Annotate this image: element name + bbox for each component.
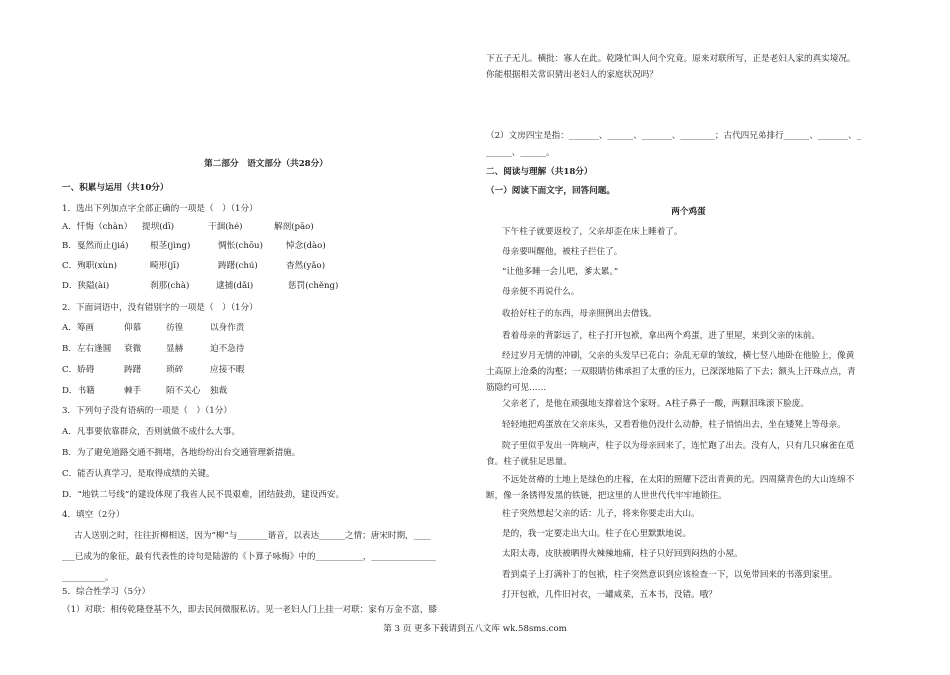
passage-paragraph: “让他多睡一会儿吧，爹太累。” (502, 267, 619, 277)
passage-paragraph: 断，像一条锈得发黑的铁链，把这里的人世世代代牢牢地锁住。 (486, 491, 727, 501)
passage-paragraph: 院子里似乎发出一阵响声，柱子以为母亲回来了，连忙跑了出去。没有人，只有几只麻雀在觅 (502, 441, 855, 451)
passage-paragraph: 经过岁月无情的冲刷，父亲的头发早已花白；杂乱无章的皱纹，横七竖八地卧在他脸上，像黄 (502, 351, 855, 361)
q3-option-b: B．为了避免道路交通不拥堵，各地纷纷出台交通管理新措施。 (62, 448, 301, 458)
page-footer: 第 3 页 更多下载请到五八文库 wk.58sms.com (383, 624, 567, 634)
part-title: 第二部分 语文部分（共28分） (204, 159, 328, 169)
q4-line-1: 古人送别之时，往往折柳相送，因为“柳”与_______谐音，以表达______之情；唐宋时期，____ (74, 531, 431, 541)
passage-paragraph: 打开包袱，几件旧衬衣，一罐咸菜，五本书，没错。哦？ (502, 590, 717, 600)
passage-paragraph: 轻轻地把鸡蛋放在父亲床头，又看看他仍没什么动静，柱子悄悄出去，坐在矮凳上等母亲。 (502, 420, 846, 430)
q1-option-b: B．戛然而止(jiá) 根茎(jìng) 惆怅(chōu) 悼念(dào) (62, 241, 326, 251)
passage-paragraph: 土高原上沧桑的沟壑；一双眼睛仿佛承担了太重的压力，已深深地陷了下去；额头上汗珠点点，青 (486, 367, 856, 377)
continued-line-1: 下五子无儿。横批：寡人在此。乾隆忙叫人问个究竟。原来对联所写，正是老妇人家的真实境况。 (486, 54, 856, 64)
question-2: 2．下面词语中，没有错别字的一项是（ ）（1分） (62, 303, 258, 313)
q1-option-c: C．殉职(xùn) 畸形(jī) 踌躇(chú) 杳然(yǎo) (62, 261, 326, 271)
q2-option-d: D．书籍 棘手 陌不关心 独裁 (62, 386, 228, 396)
q2-option-c: C．娇碍 踌躇 琐碎 应接不暇 (62, 365, 245, 375)
passage-paragraph: 看着母亲的背影远了，柱子打开包袱，拿出两个鸡蛋，进了里屋，来到父亲的床前。 (502, 331, 820, 341)
passage-title: 两个鸡蛋 (671, 207, 706, 217)
section-1-title: 一、积累与运用（共10分） (62, 183, 169, 193)
passage-paragraph: 筋隐约可见…… (486, 383, 547, 393)
q1-option-a: A．忏悔（chàn） 提坝(dī) 干涸(hé) 解剖(pāo) (62, 222, 314, 232)
q2-option-a: A．筹画 仰慕 彷徨 以身作责 (62, 323, 245, 333)
q3-option-a: A．凡事要依靠群众，否则就做不成什么大事。 (62, 427, 241, 437)
continued-line-2: 你能根据相关常识猜出老妇人的家庭状况吗？ (486, 70, 658, 80)
passage-paragraph: 下午柱子就要返校了，父亲却歪在床上睡着了。 (502, 227, 683, 237)
question-3: 3．下列句子没有语病的一项是（ ）（1分） (62, 406, 232, 416)
q3-option-c: C．能否认真学习，是取得成绩的关键。 (62, 469, 215, 479)
q5-part-2-line-1: （2）文房四宝是指：_______、______、_______、________；古代四兄弟排行______、_______、_ (486, 131, 861, 141)
question-4: 4．填空（2分） (62, 510, 125, 520)
q5-part-2-line-2: ______、______。 (486, 148, 555, 158)
passage-paragraph: 收拾好柱子的东西，母亲照例出去借钱。 (502, 309, 657, 319)
passage-paragraph: 不远处贫瘠的土地上是绿色的庄稼，在太阳的照耀下泛出青黄的光。四周黛青色的大山连绵不 (502, 475, 855, 485)
passage-paragraph: 食。柱子就驻足思量。 (486, 457, 572, 467)
passage-paragraph: 母亲便不再说什么。 (502, 287, 580, 297)
section-2-title: 二、阅读与理解（共18分） (486, 167, 593, 177)
q2-option-b: B．左右逢圆 衰微 显赫 迫不急待 (62, 344, 245, 354)
q5-part-1: （1）对联：相传乾隆登基不久，即去民间微服私访。见一老妇人门上挂一对联：家有万金不富，膝 (62, 605, 438, 615)
passage-paragraph: 是的，我一定要走出大山。柱子在心里默默地说。 (502, 529, 692, 539)
q3-option-d: D．“地铁二号线”的建设体现了我省人民不畏艰难，团结鼓劲，建设西安。 (62, 490, 345, 500)
q4-line-2: ___已成为的象征，最有代表性的诗句是陆游的《卜算子咏梅》中的___________，_______________ (62, 552, 436, 562)
q4-line-3: __________。 (62, 573, 114, 583)
subsection-1-title: （一）阅读下面文字，回答问题。 (486, 186, 615, 196)
passage-paragraph: 看到桌子上打满补丁的包袱，柱子突然意识到应该检查一下，以免带回来的书落到家里。 (502, 570, 838, 580)
question-5: 5．综合性学习（5分） (62, 587, 151, 597)
passage-paragraph: 母亲要叫醒他，被柱子拦住了。 (502, 247, 623, 257)
passage-paragraph: 太阳太毒，皮肤被晒得火辣辣地痛，柱子只好回到闷热的小屋。 (502, 549, 743, 559)
q1-option-d: D．狭隘(ài) 刹那(chà) 逮捕(dǎi) 惩罚(chěng) (62, 281, 339, 291)
passage-paragraph: 柱子突然想起父亲的话：儿子，将来你要走出大山。 (502, 509, 700, 519)
question-1: 1．选出下列加点字全部正确的一项是（ ）（1分） (62, 204, 258, 214)
passage-paragraph: 父亲老了，是他在顽强地支撑着这个家呀。A柱子鼻子一酸，两颗泪珠滚下脸庞。 (502, 399, 809, 409)
